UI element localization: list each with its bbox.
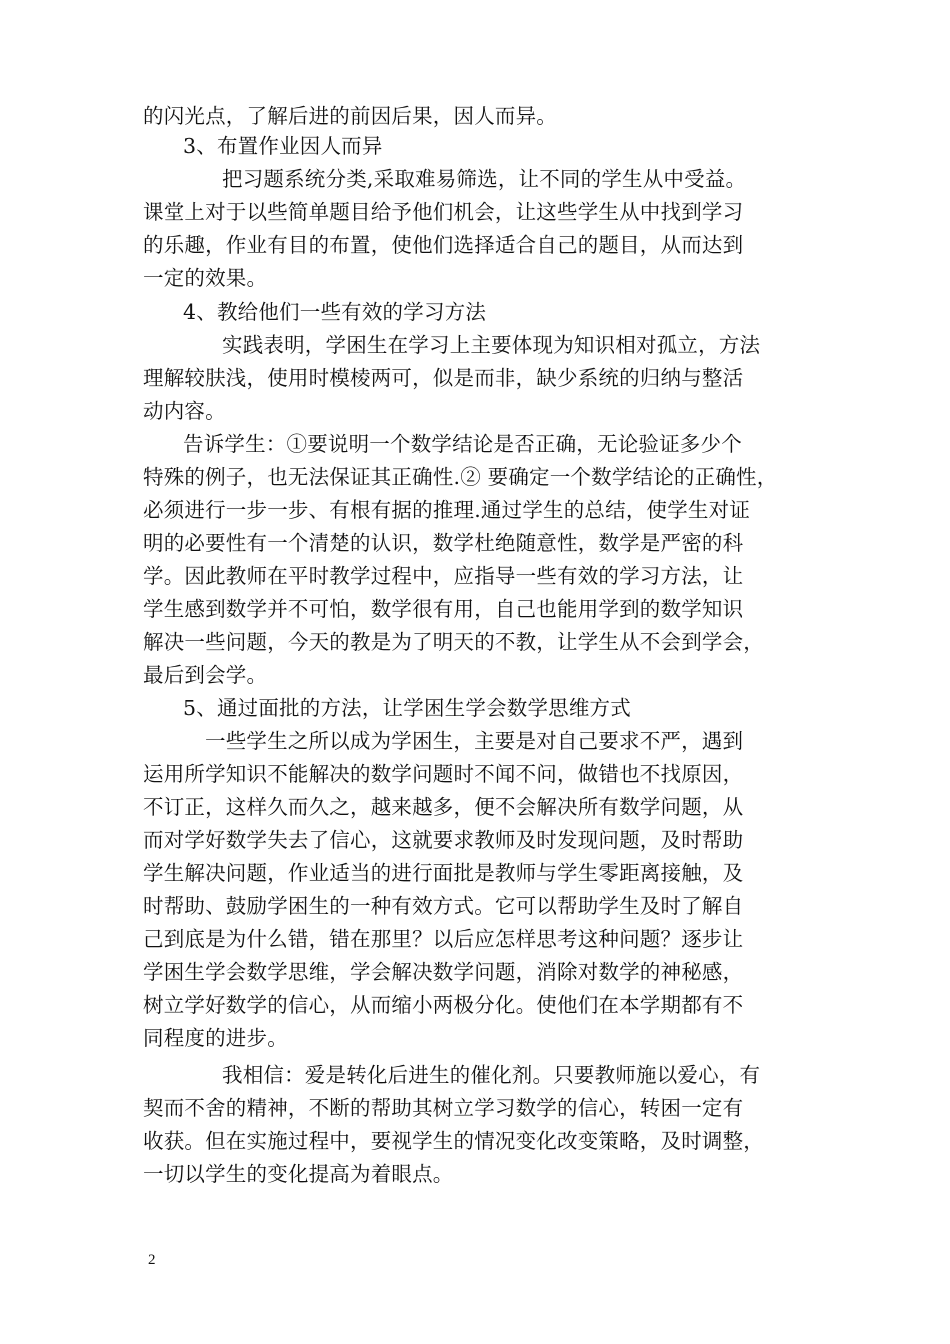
text-line: 同程度的进步。 xyxy=(143,1026,288,1050)
text-line: 的闪光点，了解后进的前因后果，因人而异。 xyxy=(143,104,557,128)
text-line: 课堂上对于以些简单题目给予他们机会，让这些学生从中找到学习 xyxy=(143,200,744,224)
text-line: 实践表明，学困生在学习上主要体现为知识相对孤立，方法 xyxy=(222,333,761,357)
text-line: 明的必要性有一个清楚的认识，数学杜绝随意性，数学是严密的科 xyxy=(143,531,744,555)
text-line: 理解较肤浅，使用时模棱两可，似是而非，缺少系统的归纳与整活 xyxy=(143,366,744,390)
text-line: 一定的效果。 xyxy=(143,266,268,290)
text-line: 把习题系统分类,采取难易筛选，让不同的学生从中受益。 xyxy=(222,167,747,191)
text-line: 最后到会学。 xyxy=(143,663,268,687)
text-line: 契而不舍的精神，不断的帮助其树立学习数学的信心，转困一定有 xyxy=(143,1096,744,1120)
text-line: 特殊的例子，也无法保证其正确性.② 要确定一个数学结论的正确性， xyxy=(143,465,778,489)
text-line: 而对学好数学失去了信心，这就要求教师及时发现问题，及时帮助 xyxy=(143,828,744,852)
text-line: 己到底是为什么错，错在那里？以后应怎样思考这种问题？逐步让 xyxy=(143,927,744,951)
text-line: 解决一些问题，今天的教是为了明天的不教，让学生从不会到学会， xyxy=(143,630,764,654)
text-line: 运用所学知识不能解决的数学问题时不闻不问，做错也不找原因， xyxy=(143,762,744,786)
text-line: 树立学好数学的信心，从而缩小两极分化。使他们在本学期都有不 xyxy=(143,993,744,1017)
text-line: 一些学生之所以成为学困生，主要是对自己要求不严，遇到 xyxy=(205,729,744,753)
text-line: 我相信：爱是转化后进生的催化剂。只要教师施以爱心，有 xyxy=(222,1063,761,1087)
text-line: 学。因此教师在平时教学过程中，应指导一些有效的学习方法，让 xyxy=(143,564,744,588)
text-line: 告诉学生：①要说明一个数学结论是否正确，无论验证多少个 xyxy=(183,432,742,456)
text-line: 不订正，这样久而久之，越来越多，便不会解决所有数学问题，从 xyxy=(143,795,744,819)
text-line: 必须进行一步一步、有根有据的推理.通过学生的总结，使学生对证 xyxy=(143,498,751,522)
section-heading-3: 3、布置作业因人而异 xyxy=(183,134,383,158)
page-number: 2 xyxy=(148,1252,156,1268)
section-heading-5: 5、通过面批的方法，让学困生学会数学思维方式 xyxy=(183,696,631,720)
text-line: 学生感到数学并不可怕，数学很有用，自己也能用学到的数学知识 xyxy=(143,597,744,621)
text-line: 的乐趣，作业有目的布置，使他们选择适合自己的题目，从而达到 xyxy=(143,233,744,257)
section-heading-4: 4、教给他们一些有效的学习方法 xyxy=(183,300,487,324)
text-line: 收获。但在实施过程中，要视学生的情况变化改变策略，及时调整， xyxy=(143,1129,764,1153)
text-line: 学生解决问题，作业适当的进行面批是教师与学生零距离接触，及 xyxy=(143,861,744,885)
text-line: 学困生学会数学思维，学会解决数学问题，消除对数学的神秘感， xyxy=(143,960,744,984)
text-line: 时帮助、鼓励学困生的一种有效方式。它可以帮助学生及时了解自 xyxy=(143,894,744,918)
text-line: 动内容。 xyxy=(143,399,226,423)
text-line: 一切以学生的变化提高为着眼点。 xyxy=(143,1162,454,1186)
